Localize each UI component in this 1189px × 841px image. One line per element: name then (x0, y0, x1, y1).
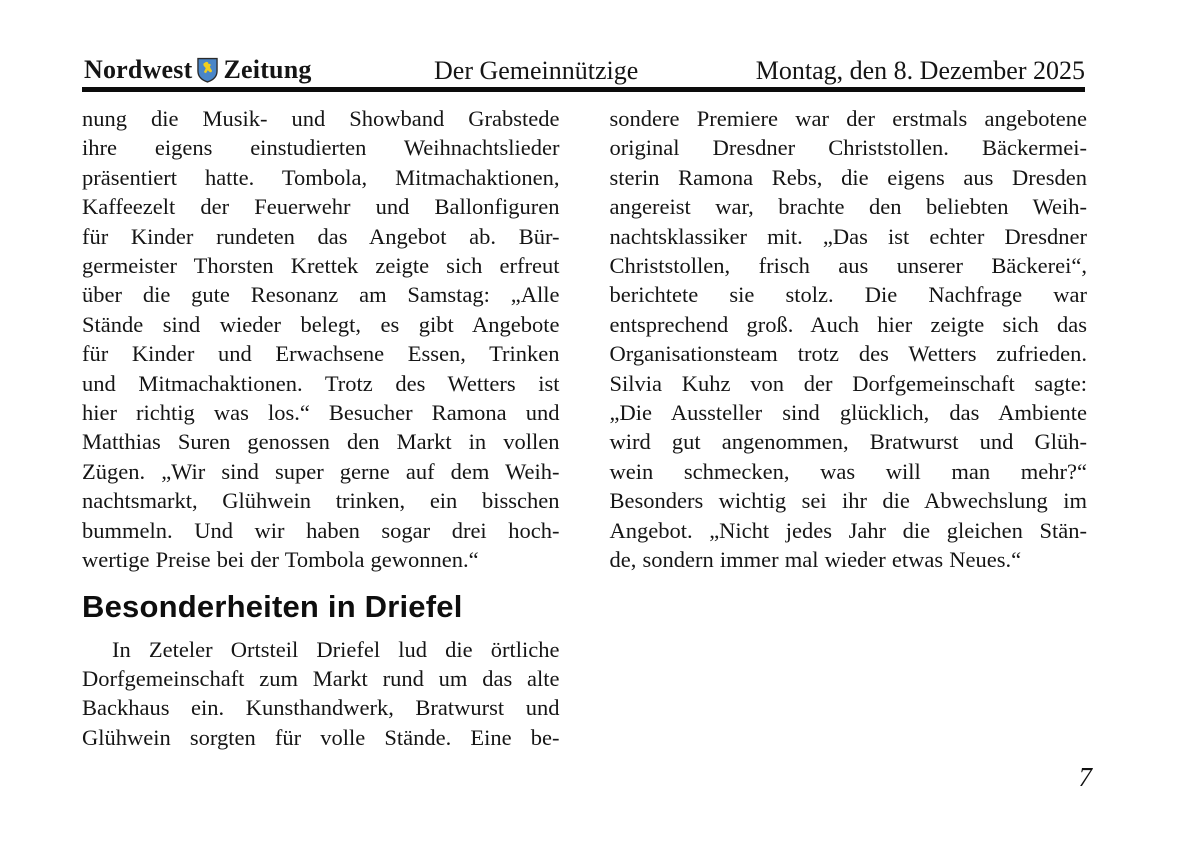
text-line: berichtete sie stolz. Die Nachfrage war (609, 282, 1087, 308)
text-line: bummeln. Und wir haben sogar drei hoch- (82, 517, 560, 543)
text-line: Christstollen, frisch aus unserer Bäckerei“, (609, 253, 1087, 279)
text-line: original Dresdner Christstollen. Bäckermei- (609, 135, 1087, 161)
text-line: wertige Preise bei der Tombola gewonnen.“ (82, 547, 479, 573)
text-line: angereist war, brachte den beliebten Weih- (609, 194, 1087, 220)
text-line: germeister Thorsten Krettek zeigte sich erfreut (82, 253, 560, 279)
text-line: nachtsklassiker mit. „Das ist echter Dresdner (609, 223, 1087, 249)
text-line: Backhaus ein. Kunsthandwerk, Bratwurst und (82, 695, 560, 721)
text-line: Organisationsteam trotz des Wetters zufrieden. (609, 341, 1087, 367)
text-line: und Mitmachaktionen. Trotz des Wetters ist (82, 370, 560, 396)
text-line: „Die Aussteller sind glücklich, das Ambiente (609, 400, 1087, 426)
text-line: für Kinder und Erwachsene Essen, Trinken (82, 341, 560, 367)
crest-shield-icon (197, 57, 218, 83)
text-line: nung die Musik- und Showband Grabstede (82, 106, 560, 131)
brand-name-right: Zeitung (223, 55, 312, 84)
text-line: ihre eigens einstudierten Weihnachtslieder (82, 135, 560, 161)
text-line: In Zeteler Ortsteil Driefel lud die örtliche (112, 636, 560, 662)
text-line: nachtsmarkt, Glühwein trinken, ein bisschen (82, 488, 560, 514)
text-line: hier richtig was los.“ Besucher Ramona und (82, 400, 560, 426)
text-line: über die gute Resonanz am Samstag: „Alle (82, 282, 560, 308)
paragraph-driefel (82, 635, 560, 753)
text-line: Glühwein sorgten für volle Stände. Eine be- (82, 724, 560, 750)
text-line: Matthias Suren genossen den Markt in vollen (82, 429, 560, 455)
text-line: Zügen. „Wir sind super gerne auf dem Weih- (82, 458, 560, 484)
text-line: Silvia Kuhz von der Dorfgemeinschaft sagte: (609, 370, 1087, 396)
text-line: Besonders wichtig sei ihr die Abwechslung im (609, 488, 1087, 514)
masthead (82, 55, 1085, 87)
text-line: entsprechend groß. Auch hier zeigte sich das (609, 311, 1087, 337)
issue-date: Montag, den 8. Dezember 2025 (755, 56, 1085, 85)
newspaper-brand (84, 55, 312, 85)
text-line: Kaffeezelt der Feuerwehr und Ballonfiguren (82, 194, 560, 220)
text-line: Stände sind wieder belegt, es gibt Angebote (82, 311, 560, 337)
text-line: wird gut angenommen, Bratwurst und Glüh- (609, 429, 1087, 455)
paragraph-right (610, 104, 1088, 575)
text-line: präsentiert hatte. Tombola, Mitmachaktionen, (82, 164, 560, 190)
paragraph-continuation (82, 104, 560, 575)
page-number: 7 (1078, 762, 1092, 792)
article-body (82, 104, 1087, 752)
text-line: de, sondern immer mal wieder etwas Neues.“ (609, 547, 1022, 573)
text-line: Dorfgemeinschaft zum Markt rund um das alte (82, 665, 560, 691)
masthead-rule (82, 87, 1085, 92)
edition-title: Der Gemeinnützige (434, 56, 639, 85)
section-heading: Besonderheiten in Driefel (82, 588, 463, 624)
text-line: für Kinder rundeten das Angebot ab. Bür- (82, 223, 560, 249)
left-column (82, 104, 560, 752)
right-column (610, 104, 1088, 752)
text-line: wein schmecken, was will man mehr?“ (609, 458, 1087, 484)
text-line: Angebot. „Nicht jedes Jahr die gleichen Stän- (609, 517, 1087, 543)
text-line: sondere Premiere war der erstmals angebotene (609, 106, 1087, 131)
brand-name-left: Nordwest (84, 55, 193, 84)
text-line: sterin Ramona Rebs, die eigens aus Dresden (609, 164, 1087, 190)
